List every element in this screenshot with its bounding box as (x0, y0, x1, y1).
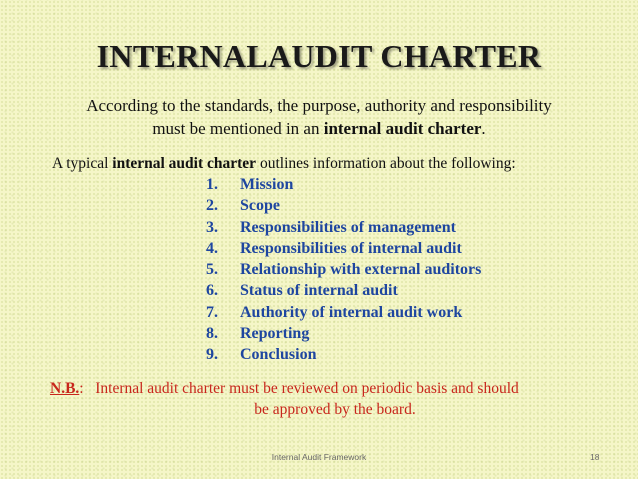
list-item-number: 9. (206, 346, 218, 364)
list-item (206, 259, 481, 280)
list-item-label: Scope (240, 197, 280, 215)
list-item-label: Relationship with external auditors (240, 261, 482, 279)
list-item-number: 3. (206, 218, 218, 236)
intro-line-2-start: must be mentioned in an (152, 119, 324, 138)
title-part-2: AUDIT CHARTER (267, 38, 542, 74)
list-item-number: 5. (206, 261, 218, 279)
list-item (206, 238, 481, 259)
list-item-label: Conclusion (240, 346, 317, 364)
note-block (50, 378, 610, 420)
list-item-number: 1. (206, 176, 218, 193)
outline-bold: internal audit charter (112, 155, 257, 172)
list-item (206, 174, 481, 195)
slide-title (0, 36, 638, 76)
list-item (206, 195, 481, 216)
list-item-label: Status of internal audit (240, 282, 398, 300)
list-item-number: 8. (206, 325, 218, 343)
intro-line-2-end: . (481, 119, 486, 138)
note-colon: : (79, 380, 84, 397)
list-item-label: Reporting (240, 325, 310, 343)
list-item (206, 302, 481, 323)
outline-start: A typical (52, 155, 113, 172)
list-item-number: 2. (206, 197, 218, 215)
footer-text: Internal Audit Framework (271, 452, 367, 462)
intro-paragraph (40, 94, 598, 140)
page-number: 18 (590, 452, 600, 462)
list-item (206, 217, 481, 238)
list-item-label: Responsibilities of internal audit (240, 239, 462, 257)
list-item (206, 323, 481, 344)
intro-line-2-bold: internal audit charter (323, 119, 482, 138)
title-part-1: INTERNAL (96, 38, 268, 74)
list-item (206, 280, 481, 301)
outline-end: outlines information about the following: (256, 155, 516, 172)
list-item-label: Mission (240, 176, 294, 193)
list-item-label: Responsibilities of management (240, 218, 456, 236)
note-label: N.B. (50, 380, 80, 397)
list-item-label: Authority of internal audit work (240, 303, 463, 321)
note-line-2: be approved by the board. (254, 401, 416, 418)
outline-sentence (52, 154, 612, 174)
intro-line-1: According to the standards, the purpose, authority and responsibility (86, 96, 552, 115)
list-item-number: 4. (206, 239, 218, 257)
charter-contents-list (206, 174, 481, 366)
list-item (206, 344, 481, 365)
list-item-number: 6. (206, 282, 218, 300)
note-line-1: Internal audit charter must be reviewed on periodic basis and should (83, 380, 519, 397)
list-item-number: 7. (206, 303, 218, 321)
